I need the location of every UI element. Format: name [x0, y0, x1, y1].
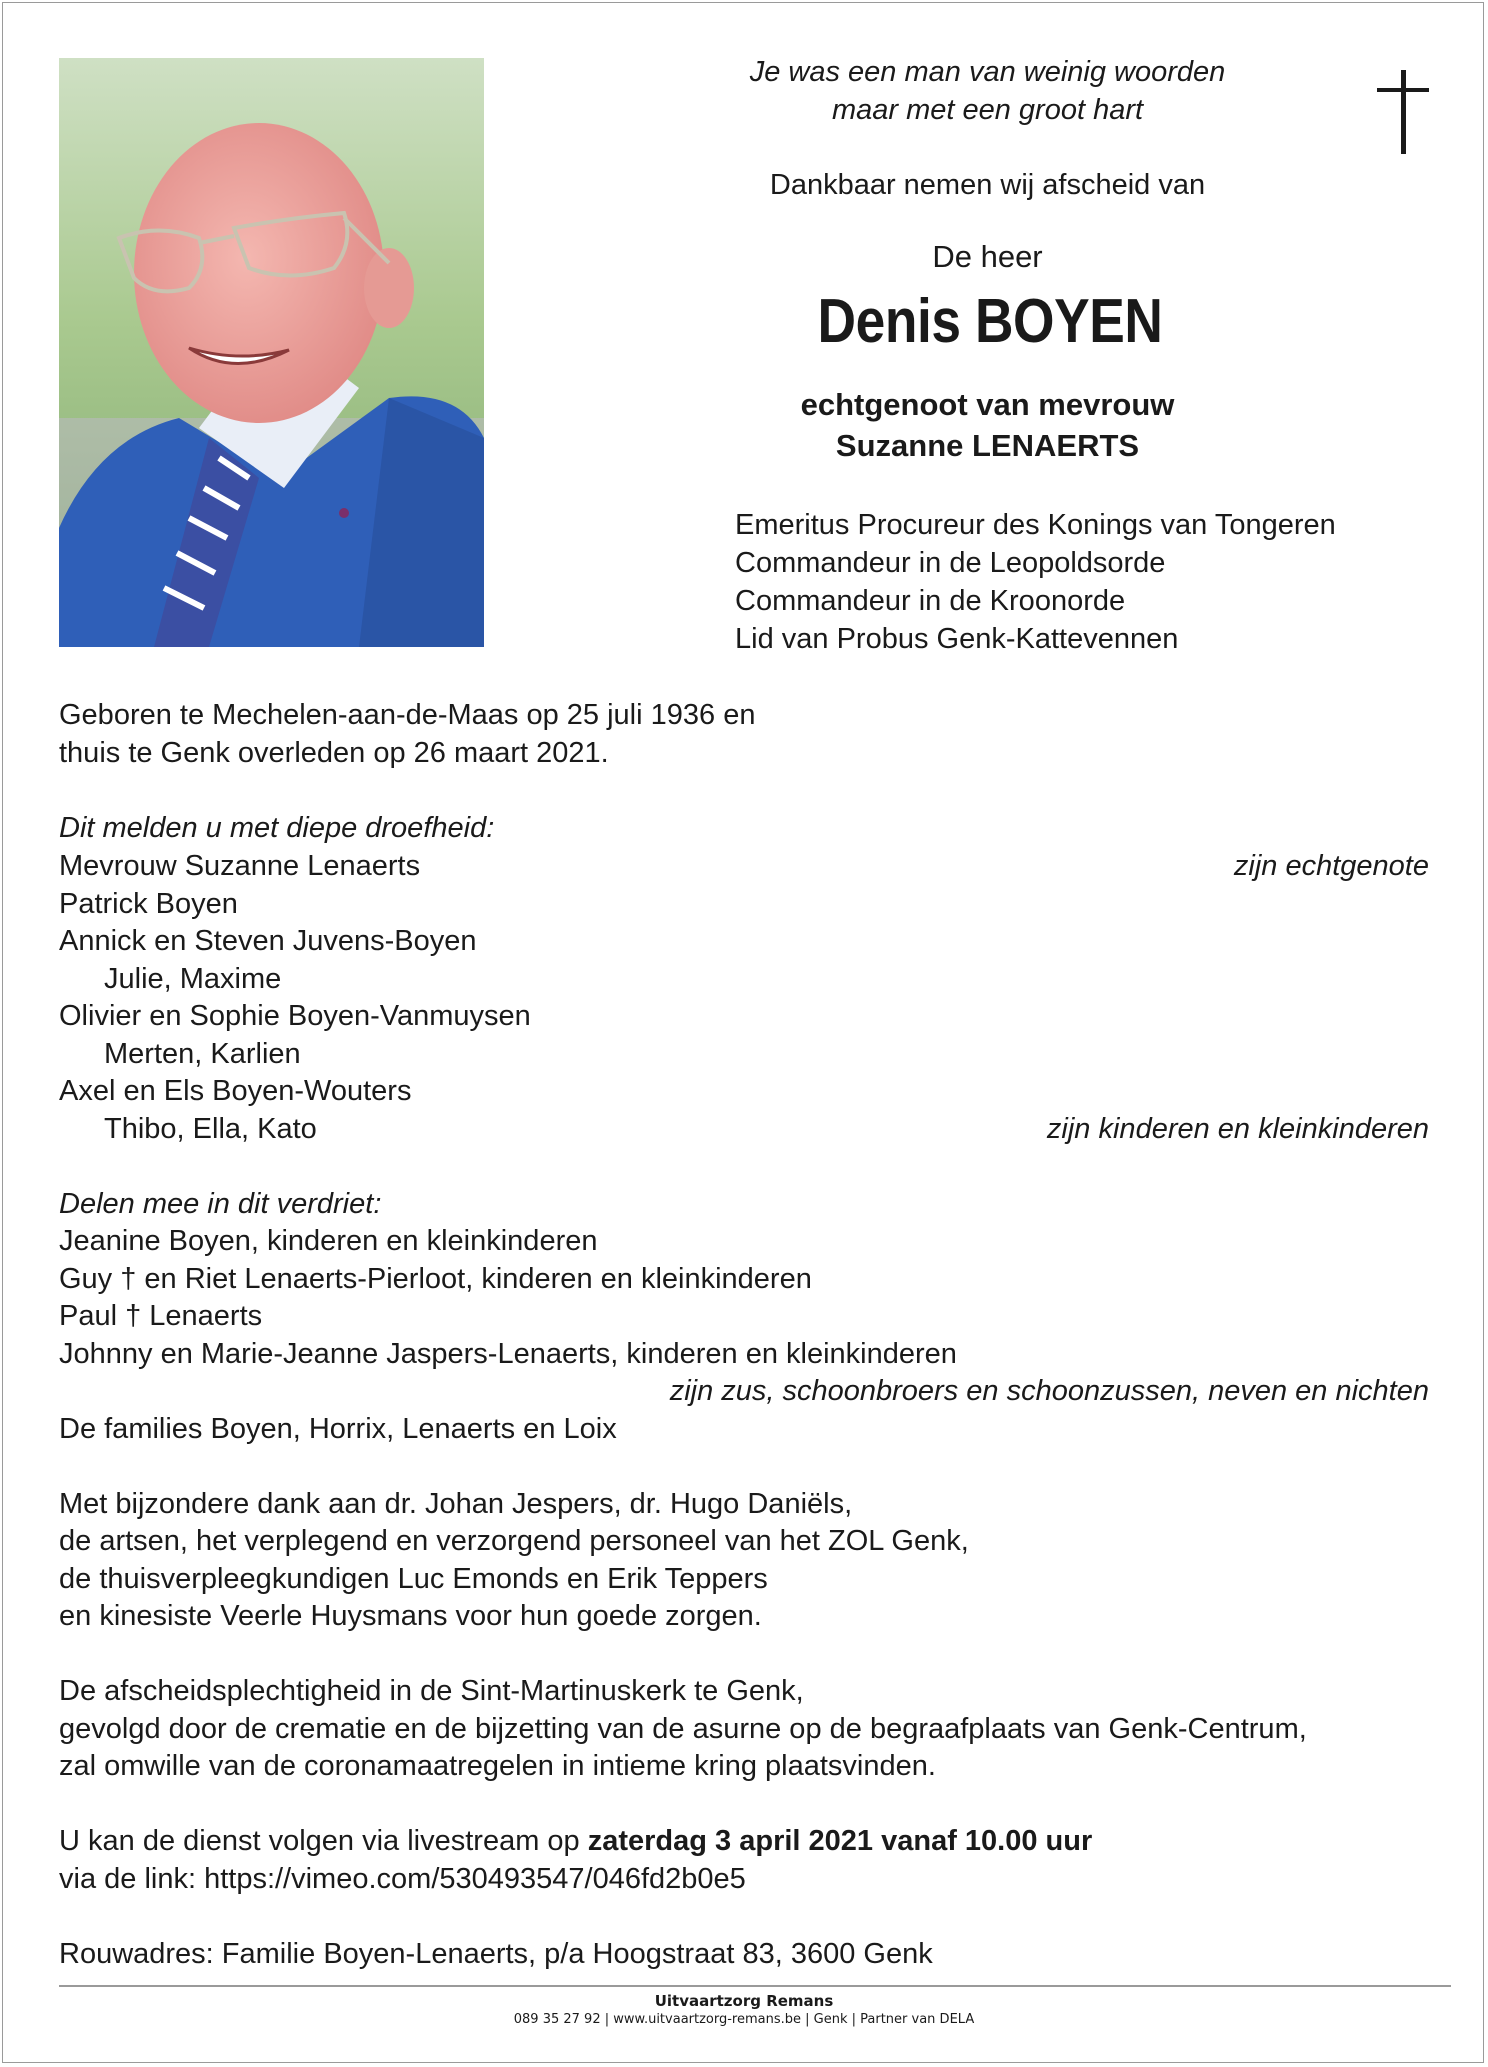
livestream-date: zaterdag 3 april 2021 vanaf 10.00 uur [587, 1825, 1093, 1857]
spouse-line-1: echtgenoot van mevrouw [800, 387, 1175, 422]
ceremony-line: De afscheidsplechtigheid in de Sint-Martinuskerk te Genk, [59, 1675, 804, 1707]
spouse-line-2: Suzanne LENAERTS [835, 428, 1140, 463]
quote-line-1: Je was een man van weinig woorden [749, 56, 1226, 88]
family-member: Merten, Karlien [104, 1038, 301, 1070]
title-line: Lid van Probus Genk-Kattevennen [735, 623, 1179, 655]
footer-company: Uitvaartzorg Remans [654, 1992, 834, 2010]
family-member: Axel en Els Boyen-Wouters [59, 1075, 412, 1107]
relatives-role: zijn zus, schoonbroers en schoonzussen, neven en nichten [669, 1375, 1429, 1407]
deceased-name: Denis BOYEN [817, 287, 1163, 356]
livestream-line [59, 1822, 1092, 1860]
birth-line-2: thuis te Genk overleden op 26 maart 2021. [59, 737, 609, 769]
portrait-photo [59, 58, 484, 647]
family-heading: Dit melden u met diepe droefheid: [59, 812, 495, 844]
ceremony-line: gevolgd door de crematie en de bijzetting van de asurne op de begraafplaats van Genk-Centrum, [59, 1713, 1307, 1745]
role-children: zijn kinderen en kleinkinderen [1046, 1113, 1429, 1145]
livestream-link[interactable]: via de link: https://vimeo.com/530493547/046fd2b0e5 [59, 1863, 746, 1895]
thanks-line: de artsen, het verplegend en verzorgend personeel van het ZOL Genk, [59, 1525, 969, 1557]
thanks-line: de thuisverpleegkundigen Luc Emonds en Erik Teppers [59, 1563, 768, 1595]
livestream-prefix: U kan de dienst volgen via livestream op [59, 1825, 588, 1857]
cross-icon [1375, 70, 1431, 154]
thanks-line: Met bijzondere dank aan dr. Johan Jespers, dr. Hugo Daniëls, [59, 1488, 853, 1520]
family-member: Patrick Boyen [59, 888, 238, 920]
family-member: Annick en Steven Juvens-Boyen [59, 925, 477, 957]
address-line: Rouwadres: Familie Boyen-Lenaerts, p/a Hoogstraat 83, 3600 Genk [59, 1938, 933, 1970]
title-line: Emeritus Procureur des Konings van Tongeren [735, 509, 1336, 541]
footer-details: 089 35 27 92 | www.uitvaartzorg-remans.be | Genk | Partner van DELA [513, 2012, 975, 2027]
title-line: Commandeur in de Kroonorde [735, 585, 1126, 617]
family-member: Mevrouw Suzanne Lenaerts [59, 850, 421, 882]
thanks-line: en kinesiste Veerle Huysmans voor hun goede zorgen. [59, 1600, 762, 1632]
relative-row: Jeanine Boyen, kinderen en kleinkinderen [59, 1225, 598, 1257]
family-member: Julie, Maxime [104, 963, 282, 995]
footer-divider [59, 1985, 1451, 1987]
family-member: Thibo, Ella, Kato [104, 1113, 317, 1145]
ceremony-line: zal omwille van de coronamaatregelen in intieme kring plaatsvinden. [59, 1750, 936, 1782]
quote-line-2: maar met een groot hart [831, 94, 1144, 126]
role-spouse: zijn echtgenote [1233, 850, 1429, 882]
birth-line-1: Geboren te Mechelen-aan-de-Maas op 25 juli 1936 en [59, 699, 756, 731]
intro-text: Dankbaar nemen wij afscheid van [769, 169, 1206, 201]
relative-row: Guy † en Riet Lenaerts-Pierloot, kinderen en kleinkinderen [59, 1263, 812, 1295]
relative-row: Paul † Lenaerts [59, 1300, 263, 1332]
salutation: De heer [932, 239, 1043, 274]
relative-row: Johnny en Marie-Jeanne Jaspers-Lenaerts, kinderen en kleinkinderen [59, 1338, 957, 1370]
title-line: Commandeur in de Leopoldsorde [735, 547, 1166, 579]
families-line: De families Boyen, Horrix, Lenaerts en Loix [59, 1413, 617, 1445]
family-member: Olivier en Sophie Boyen-Vanmuysen [59, 1000, 531, 1032]
relatives-heading: Delen mee in dit verdriet: [59, 1188, 382, 1220]
